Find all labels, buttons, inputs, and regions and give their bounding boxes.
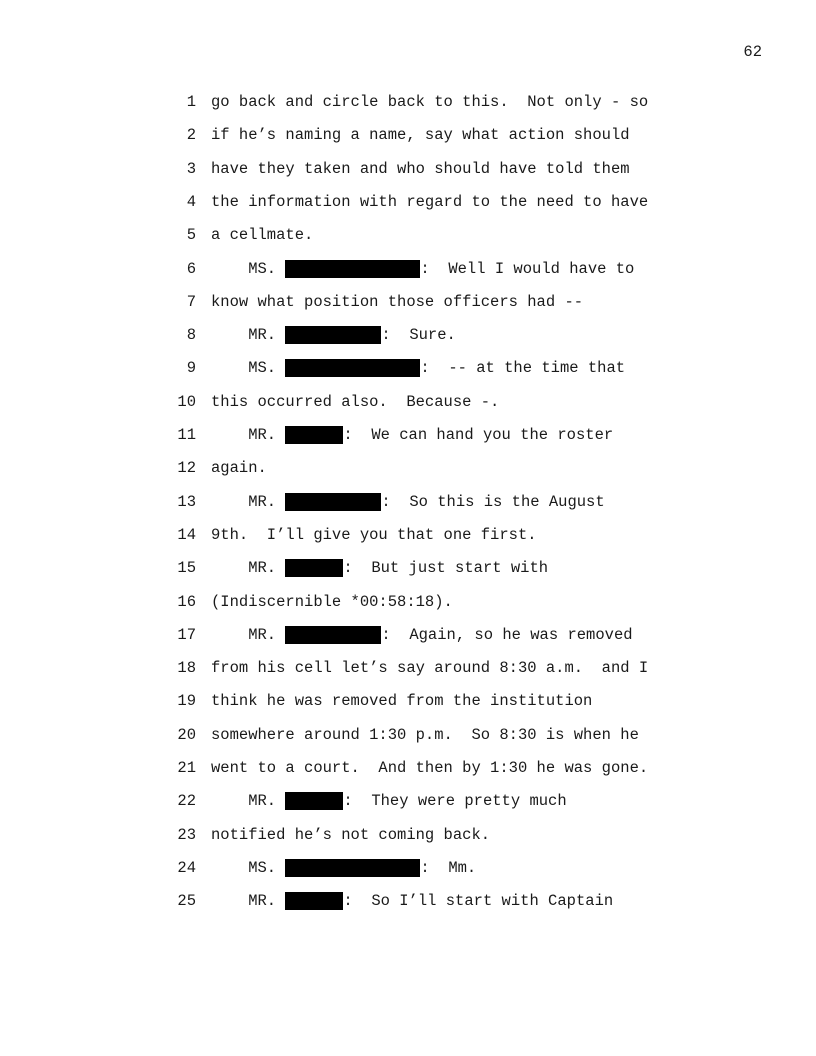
- line-number: 15: [177, 559, 196, 578]
- line-text: [211, 160, 630, 178]
- transcript-line: [0, 593, 816, 615]
- transcript-line: [0, 260, 816, 282]
- line-number: 11: [177, 426, 196, 444]
- line-text-segment: MR.: [211, 625, 286, 644]
- line-text: [211, 359, 625, 377]
- redaction-box: [285, 859, 420, 877]
- line-text-segment: : They were pretty much: [343, 792, 567, 811]
- line-text-segment: : But just start with: [343, 559, 549, 578]
- line-number: 18: [177, 659, 196, 678]
- line-text-segment: MR.: [211, 892, 286, 911]
- redaction-box: [285, 559, 343, 577]
- redaction-box: [285, 626, 381, 644]
- line-text: [211, 659, 648, 677]
- line-text: [211, 293, 583, 311]
- transcript-line: [0, 626, 816, 648]
- line-number: 17: [177, 625, 196, 644]
- transcript-line: [0, 393, 816, 415]
- line-number: 4: [186, 192, 196, 211]
- transcript-line: [0, 892, 816, 914]
- line-number: 2: [186, 126, 196, 145]
- transcript-line: [0, 559, 816, 581]
- line-text: [211, 493, 605, 511]
- transcript-line: [0, 526, 816, 548]
- line-text: [211, 193, 648, 211]
- line-text: [211, 426, 613, 444]
- line-text-segment: again.: [211, 459, 267, 478]
- line-text-segment: went to a court. And then by 1:30 he was gone.: [211, 759, 649, 777]
- transcript-line: [0, 493, 816, 515]
- line-number: 12: [177, 459, 196, 478]
- line-text-segment: MR.: [211, 492, 286, 511]
- line-text-segment: MR.: [211, 426, 286, 444]
- line-number: 21: [177, 759, 196, 777]
- transcript-line: [0, 126, 816, 148]
- transcript-line: [0, 459, 816, 481]
- line-text-segment: from his cell let’s say around 8:30 a.m. and I: [211, 659, 649, 678]
- line-text-segment: : -- at the time that: [420, 359, 626, 378]
- redaction-box: [285, 426, 343, 444]
- line-text-segment: : So I’ll start with Captain: [343, 892, 614, 911]
- line-text-segment: MR.: [211, 326, 286, 345]
- line-text-segment: : Sure.: [381, 326, 456, 345]
- transcript-line: [0, 193, 816, 215]
- line-text: [211, 226, 313, 244]
- transcript-line: [0, 293, 816, 315]
- line-text: [211, 726, 639, 744]
- line-text: [211, 859, 476, 877]
- line-text-segment: this occurred also. Because -.: [211, 392, 500, 411]
- line-number: 22: [177, 792, 196, 811]
- line-text-segment: MS.: [211, 259, 286, 278]
- line-text: [211, 393, 499, 411]
- transcript-line: [0, 759, 816, 781]
- line-text-segment: have they taken and who should have told them: [211, 159, 630, 178]
- transcript-line: [0, 326, 816, 348]
- line-number: 19: [177, 692, 196, 711]
- redaction-box: [285, 493, 381, 511]
- transcript-line: [0, 93, 816, 115]
- redaction-box: [285, 326, 381, 344]
- line-text-segment: MS.: [211, 858, 286, 877]
- line-number: 10: [177, 392, 196, 411]
- line-number: 3: [186, 159, 196, 178]
- line-number: 9: [186, 359, 196, 378]
- line-text-segment: if he’s naming a name, say what action should: [211, 126, 630, 145]
- line-number: 7: [186, 292, 196, 311]
- line-text: [211, 792, 567, 810]
- line-text-segment: know what position those officers had --: [211, 292, 584, 311]
- line-text-segment: a cellmate.: [211, 226, 314, 245]
- line-text-segment: MS.: [211, 359, 286, 378]
- line-number: 23: [177, 825, 196, 844]
- line-text-segment: : Mm.: [420, 858, 477, 877]
- line-text: [211, 93, 648, 111]
- line-text-segment: 9th. I’ll give you that one first.: [211, 525, 537, 544]
- redaction-box: [285, 260, 420, 278]
- line-text-segment: notified he’s not coming back.: [211, 825, 491, 844]
- transcript-line: [0, 659, 816, 681]
- line-text: [211, 526, 537, 544]
- line-number: 14: [177, 525, 196, 544]
- line-number: 20: [177, 725, 196, 744]
- line-text-segment: : So this is the August: [381, 492, 605, 511]
- line-text-segment: go back and circle back to this. Not only - so: [211, 93, 649, 111]
- transcript-line: [0, 792, 816, 814]
- transcript-line: [0, 826, 816, 848]
- line-text: [211, 326, 456, 344]
- line-text-segment: MR.: [211, 792, 286, 811]
- line-number: 24: [177, 858, 196, 877]
- transcript-line: [0, 859, 816, 881]
- transcript-line: [0, 160, 816, 182]
- line-text-segment: MR.: [211, 559, 286, 578]
- line-text: [211, 559, 548, 577]
- line-number: 25: [177, 892, 196, 911]
- transcript-line: [0, 426, 816, 448]
- line-text: [211, 826, 490, 844]
- line-text: [211, 126, 630, 144]
- line-text: [211, 692, 592, 710]
- line-text-segment: : Again, so he was removed: [381, 625, 633, 644]
- line-number: 6: [186, 259, 196, 278]
- line-text: [211, 260, 634, 278]
- page-number: 62: [743, 43, 762, 61]
- transcript-line: [0, 726, 816, 748]
- line-number: 13: [177, 492, 196, 511]
- redaction-box: [285, 359, 420, 377]
- line-text-segment: : We can hand you the roster: [343, 426, 614, 444]
- transcript-line: [0, 359, 816, 381]
- line-number: 8: [186, 326, 196, 345]
- line-text-segment: think he was removed from the institution: [211, 692, 593, 711]
- line-number: 5: [186, 226, 196, 245]
- transcript-line: [0, 226, 816, 248]
- line-text: [211, 459, 267, 477]
- redaction-box: [285, 892, 343, 910]
- line-text: [211, 626, 633, 644]
- transcript-line: [0, 692, 816, 714]
- line-text-segment: (Indiscernible *00:58:18).: [211, 592, 453, 611]
- line-text: [211, 759, 648, 777]
- line-text-segment: somewhere around 1:30 p.m. So 8:30 is when he: [211, 725, 639, 744]
- line-text: [211, 892, 613, 910]
- line-text-segment: the information with regard to the need to have: [211, 192, 649, 211]
- line-number: 1: [186, 93, 196, 111]
- line-text: [211, 593, 453, 611]
- line-text-segment: : Well I would have to: [420, 259, 635, 278]
- line-number: 16: [177, 592, 196, 611]
- redaction-box: [285, 792, 343, 810]
